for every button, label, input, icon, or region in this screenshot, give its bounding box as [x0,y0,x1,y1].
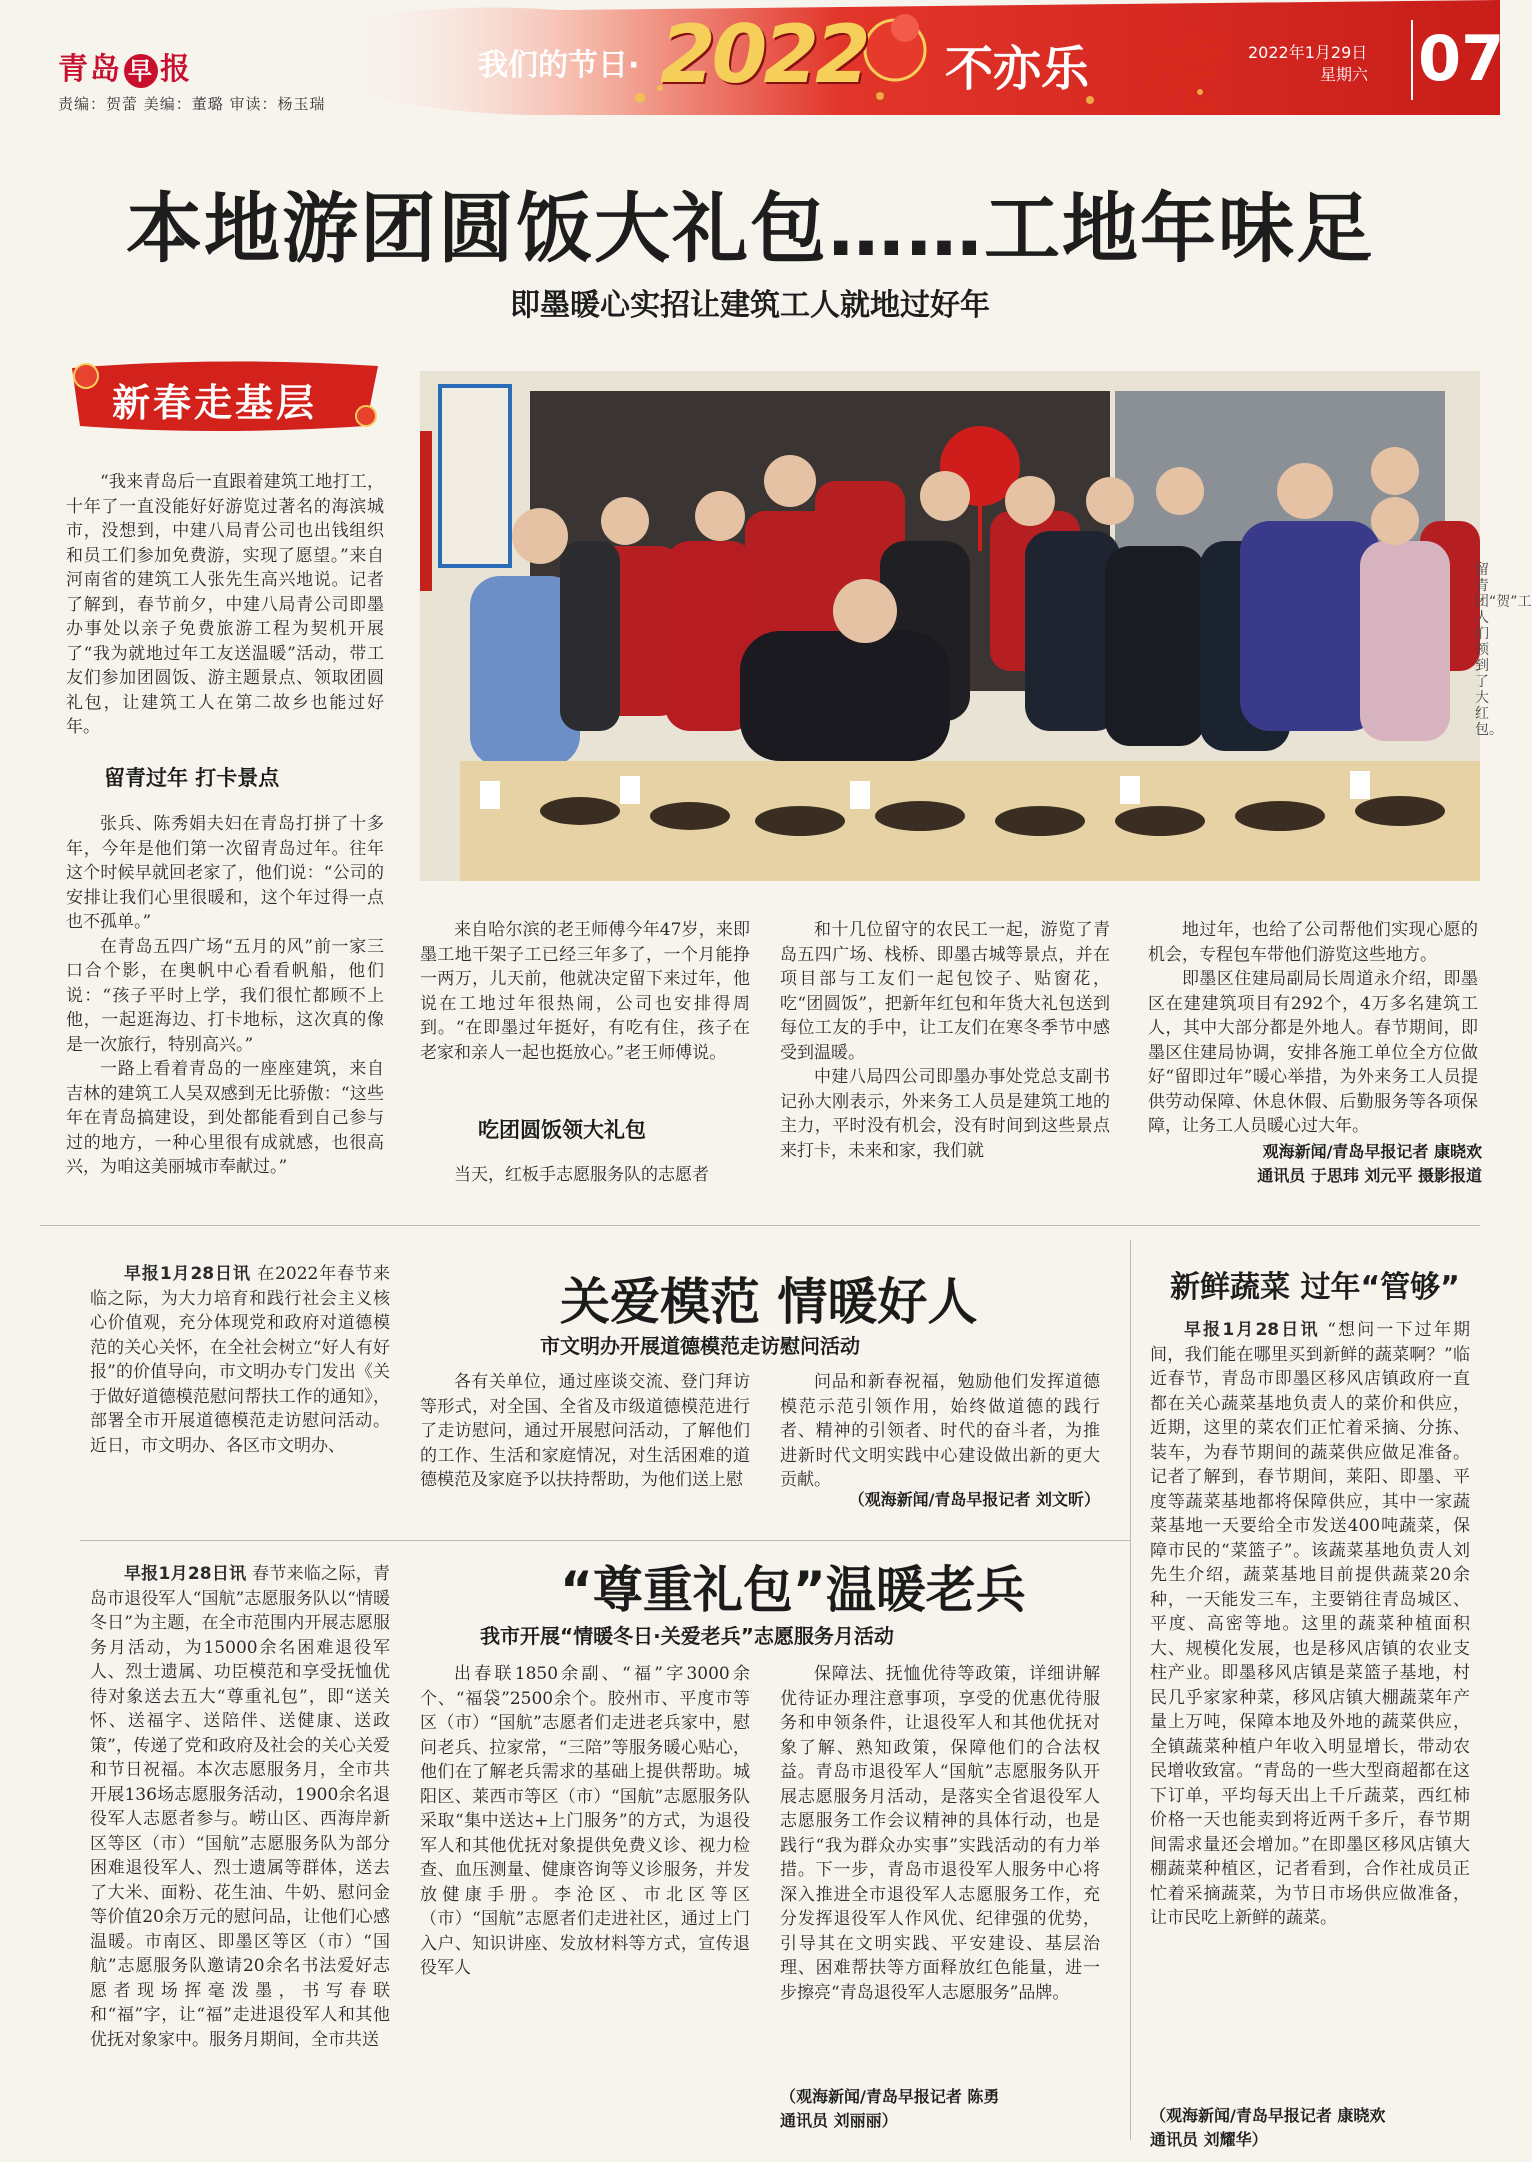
paragraph: 在青岛五四广场“五月的风”前一家三口合个影，在奥帆中心看看帆船，他们说：“孩子平时上学，我们很忙都顾不上他，一起逛海边、打卡地标，这次真的像是一次旅行，特别高兴。” [66,936,384,1055]
lead-col1-intro [66,470,384,740]
lead-col2-body [420,918,750,1065]
model-col1 [90,1262,390,1458]
paragraph: 中建八局四公司即墨办事处党总支副书记孙大刚表示，外来务工人员是建筑工地的主力，平时没有机会，没有时间到这些景点来打卡，未来和家，我们就 [780,1067,1110,1161]
paragraph: 地过年，也给了公司帮他们实现心愿的机会，专程包车带他们游览这些地方。 [1148,920,1478,965]
column-divider [1130,1240,1131,2140]
lead-photo [420,371,1480,881]
dateline: 早报1月28日讯 [124,1264,251,1284]
byline-line: 通讯员 刘丽丽） [780,2111,898,2130]
page-headline: 本地游团圆饭大礼包……工地年味足 [126,184,1374,273]
logo-left: 青岛 [58,52,122,87]
editor-credits: 责编：贺蕾 美编：董璐 审读：杨玉瑞 [58,95,326,113]
lead-col3-body [780,918,1110,1163]
model-title: 关爱模范 情暖好人 [560,1273,978,1331]
lead-col4-body [1148,918,1478,1139]
body-text: 在2022年春节来临之际，为大力培育和践行社会主义核心价值观，充分体现党和政府对道德模范的关心关怀，在全社会树立“好人有好报”的价值导向，市文明办专门发出《关于做好道德模范慰问帮扶工作的通知》，部署全市开展道德模范走访慰问活动。近日，市文明办、各区市文明办、 [90,1264,391,1456]
paragraph: 出春联1850余副、“福”字3000余个、“福袋”2500余个。胶州市、平度市等区（市）“国航”志愿者们走进老兵家中，慰问老兵、拉家常，“三陪”等服务暖心贴心，他们在了解老兵需求的基础上提供帮助。城阳区、莱西市等区（市）“国航”志愿服务队采取“集中送达+上门服务”的方式，为退役军人和其他优抚对象提供免费义诊、视力检查、血压测量、健康咨询等义诊服务，并发放健康手册。李沧区、市北区等区（市）“国航”志愿者们走进社区，通过上门入户、知识讲座、发放材料等方式，宣传退役军人 [420,1664,750,1978]
byline-line: 通讯员 于思玮 刘元平 摄影报道 [1257,1166,1482,1185]
veterans-title: “尊重礼包”温暖老兵 [560,1561,1026,1619]
lead-col1-body [66,812,384,1180]
paragraph: 问品和新春祝福，勉励他们发挥道德模范示范引领作用，始终做道德的践行者、精神的引领者、时代的奋斗者，为推进新时代文明实践中心建设做出新的更大贡献。 [780,1372,1100,1490]
model-col3 [780,1370,1100,1493]
paragraph: 来自哈尔滨的老王师傅今年47岁，来即墨工地干架子工已经三年多了，一个月能挣一两万，儿天前，他就决定留下来过年，他说在工地过年很热闹，公司也安排得周到。“在即墨过年挺好，有吃有住，孩子在老家和亲人一起也挺放心。”老王师傅说。 [420,920,750,1063]
paragraph: 和十几位留守的农民工一起，游览了青岛五四广场、栈桥、即墨古城等景点，并在项目部与工友们一起包饺子、贴窗花，吃“团圆饭”，把新年红包和年货大礼包送到每位工友的手中，让工友们在寒冬季节中感受到温暖。 [780,920,1110,1063]
veg-body [1150,1318,1470,2098]
page-subhead: 即墨暖心实招让建筑工人就地过好年 [510,288,990,323]
veterans-subtitle: 我市开展“情暖冬日·关爱老兵”志愿服务月活动 [480,1624,894,1648]
logo-right: 报 [160,52,192,87]
column-badge: 新春走基层 [112,380,318,425]
lead-byline [1152,1140,1482,1188]
motto-char: 虎 [1130,22,1219,126]
newspaper-logo [58,44,192,88]
section-divider [40,1225,1480,1226]
body-text: 春节来临之际，青岛市退役军人“国航”志愿服务队以“情暖冬日”为主题，在全市范围内开展志愿服务月活动，为15000余名困难退役军人、烈士遗属、功臣模范和享受抚恤优待对象送去五大“尊重礼包”，即“送关怀、送福字、送陪伴、送健康、送政策”，传递了党和政府及社会的关心关爱和节日祝福。本次志愿服务月，全市共开展136场志愿服务活动，1900余名退役军人志愿者参与。崂山区、西海岸新区等区（市）“国航”志愿服务队为部分困难退役军人、烈士遗属等群体，送去了大米、面粉、花生油、牛奶、慰问金等价值20余万元的慰问品，让他们心感温暖。市南区、即墨区等区（市）“国航”志愿服务队邀请20余名书法爱好志愿者现场挥毫泼墨，书写春联和“福”字，让“福”走进退役军人和其他优抚对象家中。服务月期间，全市共送 [90,1564,391,2050]
veterans-byline [780,2085,1100,2133]
byline-line: 通讯员 刘耀华） [1150,2130,1268,2149]
paragraph: 各有关单位，通过座谈交流、登门拜访等形式，对全国、全省及市级道德模范进行了走访慰问，通过开展慰问活动，了解他们的工作、生活和家庭情况，对生活困难的道德模范及家庭予以扶持帮助，为他们送上慰 [420,1372,750,1490]
year-art: 2022 [660,8,867,101]
section-divider [80,1540,1130,1541]
intro-paragraph: “我来青岛后一直跟着建筑工地打工，十年了一直没能好好游览过著名的海滨城市，没想到，中建八局青公司也出钱组织和员工们参加免费游，实现了愿望。”来自河南省的建筑工人张先生高兴地说。记者了解到，春节前夕，中建八局青公司即墨办事处以亲子免费旅游工程为契机开展了“我为就地过年工友送温暖”活动，带工友们参加团圆饭、游主题景点、领取团圆礼包，让建筑工人在第二故乡也能过好年。 [66,472,384,737]
model-col2 [420,1370,750,1493]
model-subtitle: 市文明办开展道德模范走访慰问活动 [540,1334,860,1358]
byline-line: （观海新闻/青岛早报记者 康晓欢 [1150,2106,1386,2125]
model-byline: （观海新闻/青岛早报记者 刘文昕） [848,1490,1100,1509]
logo-mid: 早 [124,54,158,88]
page-number: 07 [1418,22,1505,95]
dateline: 早报1月28日讯 [124,1564,247,1584]
veg-byline [1150,2104,1470,2152]
body-text: “想问一下过年期间，我们能在哪里买到新鲜的蔬菜啊？”临近春节，青岛市即墨区移风店镇政府一直都在关心蔬菜基地负责人的菜价和供应，近期，这里的菜农们正忙着采摘、分拣、装车，为春节期间的蔬菜供应做足准备。记者了解到，春节期间，莱阳、即墨、平度等蔬菜基地都将保障供应，其中一家蔬菜基地一天要给全市发送400吨蔬菜，保障市民的“菜篮子”。该蔬菜基地负责人刘先生介绍，蔬菜基地目前提供蔬菜20余种，一天能发三车，主要销往青岛城区、平度、高密等地。这里的蔬菜种植面积大、规模化发展，也是移风店镇的农业支柱产业。即墨移风店镇是菜篮子基地，村民几乎家家种菜，移风店镇大棚蔬菜年产量上万吨，保障本地及外地的蔬菜供应，全镇蔬菜种植户年收入明显增长，带动农民增收致富。“青岛的一些大型商超都在这下订单，平均每天出上千斤蔬菜，西红柿价格一天也能卖到将近两千多斤，春节期间需求量还会增加。”在即墨区移风店镇大棚蔬菜种植区，记者看到，合作社成员正忙着采摘蔬菜，为节日市场供应做准备，让市民吃上新鲜的蔬菜。 [1150,1320,1470,1928]
paragraph [90,1262,390,1458]
lead-col2-tail [420,1163,750,1188]
issue-weekday: 星期六 [1320,65,1369,84]
paragraph: 一路上看着青岛的一座座建筑，来自吉林的建筑工人吴双感到无比骄傲：“这些年在青岛搞建设，到处都能看到自己参与过的地方，一种心里很有成就感，也很高兴，为咱这美丽城市奉献过。” [66,1059,384,1177]
byline-line: （观海新闻/青岛早报记者 陈勇 [780,2087,1000,2106]
lead-subhead-1: 留青过年 打卡景点 [104,766,280,790]
paragraph: 张兵、陈秀娟夫妇在青岛打拼了十多年，今年是他们第一次留青岛过年。往年这个时候早就回老家了，他们说：“公司的安排让我们心里很暖和，这个年过得一点也不孤单。” [66,814,384,932]
veterans-col1 [90,1562,390,2142]
dateline: 早报1月28日讯 [1184,1320,1320,1340]
veg-title: 新鲜蔬菜 过年“管够” [1170,1270,1460,1305]
byline-line: 观海新闻/青岛早报记者 康晓欢 [1262,1142,1482,1161]
paragraph: 即墨区住建局副局长周道永介绍，即墨区在建建筑项目有292个，4万多名建筑工人，其中大部分都是外地人。春节期间，即墨区住建局协调，安排各施工单位全方位做好“留即过年”暖心举措，为外来务工人员提供劳动保障、休息休假、后勤服务等各项保障，让务工人员暖心过大年。 [1148,969,1478,1136]
paragraph [90,1562,390,2052]
paragraph [1150,1318,1470,1931]
motto: 不亦乐 [945,41,1090,97]
issue-date: 2022年1月29日 [1248,43,1368,62]
paragraph: 保障法、抚恤优待等政策，详细讲解优待证办理注意事项，享受的优惠优待服务和申领条件，让退役军人和其他优抚对象了解、熟知政策，保障他们的合法权益。青岛市退役军人“国航”志愿服务队开展志愿服务月活动，是落实全省退役军人志愿服务工作会议精神的具体行动，也是践行“我为群众办实事”实践活动的有力举措。下一步，青岛市退役军人服务中心将深入推进全市退役军人志愿服务工作，充分发挥退役军人作风优、纪律强的优势，引导其在文明实践、平安建设、基层治理、困难帮扶等方面释放红色能量，进一步擦亮“青岛退役军人志愿服务”品牌。 [780,1664,1100,2003]
festival-label: 我们的节日· [478,48,640,83]
veterans-col3 [780,1662,1100,2077]
paragraph: 当天，红板手志愿服务队的志愿者 [454,1165,709,1185]
photo-caption: 留青团“贺”工人们领到了大红包。 [1475,562,1532,738]
veterans-col2 [420,1662,750,2142]
lead-subhead-2: 吃团圆饭领大礼包 [478,1118,646,1142]
